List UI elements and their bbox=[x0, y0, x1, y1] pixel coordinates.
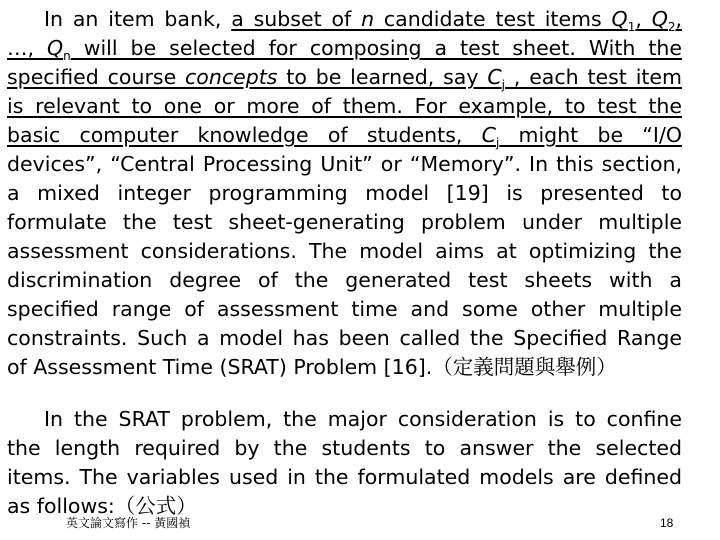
footer-author: 英文論文寫作 -- 黃國禎 bbox=[66, 516, 191, 530]
text-span: candidate test items bbox=[374, 7, 612, 31]
text-span: specified course bbox=[7, 65, 186, 89]
math-variable: C bbox=[481, 123, 496, 147]
text-span: basic computer knowledge of students, bbox=[7, 123, 482, 147]
text-span: will be selected for composing a test sheet. With the bbox=[70, 36, 682, 60]
subscript: 2 bbox=[667, 20, 676, 34]
text-line: specified range of assessment time and some other multiple bbox=[7, 297, 682, 321]
subscript: j bbox=[501, 78, 505, 92]
text-line bbox=[7, 121, 682, 150]
text-line bbox=[7, 5, 682, 34]
text-line: a mixed integer programming model [19] is presented to bbox=[7, 181, 682, 205]
text-line: assessment considerations. The model aims at optimizing the bbox=[7, 239, 682, 263]
subscript: n bbox=[63, 49, 71, 63]
text-span: , each test item bbox=[505, 65, 683, 89]
text-line: formulate the test sheet-generating problem under multiple bbox=[7, 210, 682, 234]
text-line: is relevant to one or more of them. For example, to test the bbox=[7, 94, 682, 118]
math-variable: n bbox=[361, 7, 375, 31]
text-line: devices”, “Central Processing Unit” or “Memory”. In this section, bbox=[7, 152, 682, 176]
text-line: as follows:（公式） bbox=[7, 494, 197, 518]
math-variable: Q bbox=[651, 7, 668, 31]
text-line: In the SRAT problem, the major consideration is to confine bbox=[44, 407, 682, 431]
paragraph-srat bbox=[7, 405, 682, 521]
subscript: j bbox=[495, 136, 500, 150]
text-line: of Assessment Time (SRAT) Problem [16].（定義問題與舉例） bbox=[7, 355, 617, 379]
subscript: 1 bbox=[627, 20, 636, 34]
text-line bbox=[7, 63, 682, 92]
math-variable: Q bbox=[611, 7, 628, 31]
math-variable: Q bbox=[47, 36, 64, 60]
text-span: a subset of bbox=[231, 7, 362, 31]
text-span: might be “I/O bbox=[499, 123, 682, 147]
text-line: constraints. Such a model has been called the Specified Range bbox=[7, 326, 682, 350]
text-line: discrimination degree of the generated test sheets with a bbox=[7, 268, 682, 292]
text-span: In an item bank, bbox=[44, 7, 232, 31]
underlined-text bbox=[231, 7, 682, 34]
text-span: …, bbox=[7, 36, 47, 60]
italic-term: concepts bbox=[185, 65, 278, 89]
text-span: to be learned, say bbox=[277, 65, 488, 89]
text-line: the length required by the students to answer the selected bbox=[7, 436, 682, 460]
text-span: , bbox=[675, 7, 682, 31]
text-span: , bbox=[635, 7, 652, 31]
text-line bbox=[7, 34, 682, 63]
page-number: 18 bbox=[660, 516, 674, 530]
paragraph-introduction bbox=[7, 5, 682, 382]
text-line: items. The variables used in the formulated models are defined bbox=[7, 465, 682, 489]
math-variable: C bbox=[487, 65, 502, 89]
